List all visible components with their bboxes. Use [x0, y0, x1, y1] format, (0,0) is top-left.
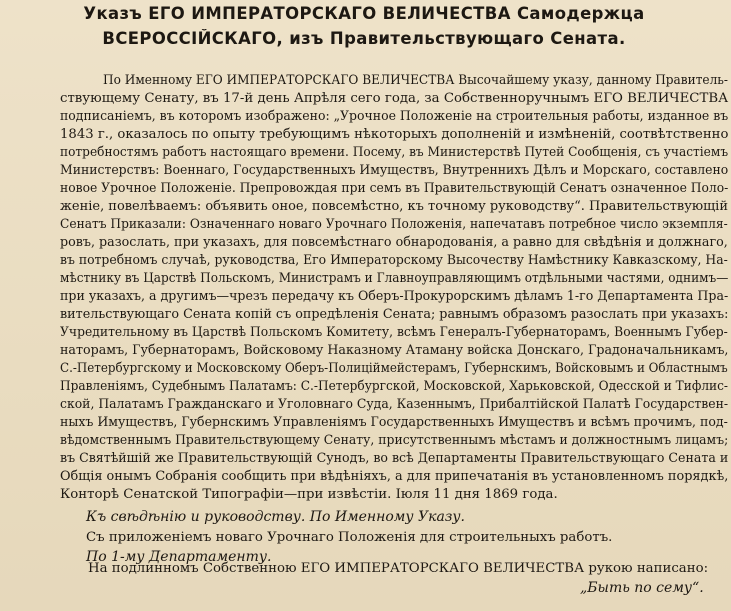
body-line: ствующему Сенату, въ 17-й день Апрѣля сего года, за Собственноручнымъ ЕГО ВЕЛИЧЕСТВА — [60, 91, 729, 106]
body-line: потребностямъ работъ настоящаго времени. Посему, въ Министерствѣ Путей Сообщенія, съ участіемъ — [60, 145, 729, 160]
body-line: женіе, повелѣваемъ: объявить оное, повсемѣстно, къ точному руководству“. Правительствующій — [60, 199, 728, 214]
body-line: ской, Палатамъ Гражданскаго и Уголовнаго Суда, Казеннымъ, Прибалтійской Палатѣ Государствен- — [60, 397, 729, 412]
body-line: въ потребномъ случаѣ, руководства, Его Императорскому Высочеству Намѣстнику Кавказскому, На- — [60, 253, 728, 268]
document-title-line-1: Указъ ЕГО ИМПЕРАТОРСКАГО ВЕЛИЧЕСТВА Самодержца — [83, 4, 645, 23]
department-line: По 1-му Департаменту. — [86, 549, 272, 565]
attachment-note: Съ приложеніемъ новаго Урочнаго Положенія для строительныхъ работъ. — [86, 530, 613, 545]
body-line: при указахъ, а другимъ—чрезъ передачу къ Оберъ-Прокурорскимъ дѣламъ 1-го Департамента Пра- — [60, 289, 729, 304]
body-line: мѣстнику въ Царствѣ Польскомъ, Министрамъ и Главноуправляющимъ отдѣльными частями, однимъ— — [60, 271, 729, 286]
body-line: Общія онымъ Собранія сообщить при вѣдѣніяхъ, а для припечатанія въ установленномъ порядкѣ, — [60, 469, 729, 484]
body-line: новое Урочное Положеніе. Препровождая при семъ въ Правительствующій Сенатъ означенное Поло- — [60, 181, 729, 196]
body-line: Конторѣ Сенатской Типографіи—при извѣстіи. Іюля 11 дня 1869 года. — [60, 487, 558, 502]
body-line: По Именному ЕГО ИМПЕРАТОРСКАГО ВЕЛИЧЕСТВА Высочайшему указу, данному Правитель- — [103, 73, 729, 88]
body-line: Правленіямъ, Судебнымъ Палатамъ: С.-Петербургской, Московской, Харьковской, Одесской и Тифлис- — [60, 379, 729, 394]
imperial-signature: „Быть по сему“. — [580, 580, 704, 596]
footer-inscription: На подлинномъ Собственною ЕГО ИМПЕРАТОРСКАГО ВЕЛИЧЕСТВА рукою написано: — [88, 561, 709, 576]
body-line: 1843 г., оказалось по опыту требующимъ нѣкоторыхъ дополненій и измѣненій, соотвѣтственно — [60, 127, 729, 142]
body-line: наторамъ, Губернаторамъ, Войсковому Наказному Атаману войска Донскаго, Градоначальникамъ, — [60, 343, 729, 358]
body-line: Учредительному въ Царствѣ Польскомъ Комитету, всѣмъ Генералъ-Губернаторамъ, Военнымъ Губер- — [60, 325, 728, 340]
body-line: ныхъ Имуществъ, Губернскимъ Управленіямъ Государственныхъ Имуществъ и всѣмъ прочимъ, под- — [60, 415, 728, 430]
document-title-line-2: ВСЕРОССІЙСКАГО, изъ Правительствующаго Сената. — [102, 29, 626, 48]
closing-directive: Къ свѣдѣнію и руководству. По Именному Указу. — [86, 509, 466, 525]
body-line: вѣдомственнымъ Правительствующему Сенату, присутственнымъ мѣстамъ и должностнымъ лицамъ; — [60, 433, 729, 448]
body-line: С.-Петербургскому и Московскому Оберъ-Полиціймейстерамъ, Губернскимъ, Войсковымъ и Областнымъ — [60, 361, 728, 376]
body-line: вительствующаго Сената копій съ опредѣленія Сената; равнымъ образомъ разослать при указахъ: — [60, 307, 729, 322]
body-line: Министерствъ: Военнаго, Государственныхъ Имуществъ, Внутреннихъ Дѣлъ и Морскаго, составлено — [60, 163, 729, 178]
body-line: Сенатъ Приказали: Означеннаго новаго Урочнаго Положенія, напечатавъ потребное число экземпля- — [60, 217, 728, 232]
body-line: ровъ, разослать, при указахъ, для повсемѣстнаго обнародованія, а равно для свѣдѣнія и должнаго, — [60, 235, 728, 250]
body-line: въ Святѣйшій же Правительствующій Сунодъ, во всѣ Департаменты Правительствующаго Сената и — [60, 451, 729, 466]
body-line: подписаніемъ, въ которомъ изображено: „Урочное Положеніе на строительныя работы, изданное въ — [60, 109, 729, 124]
